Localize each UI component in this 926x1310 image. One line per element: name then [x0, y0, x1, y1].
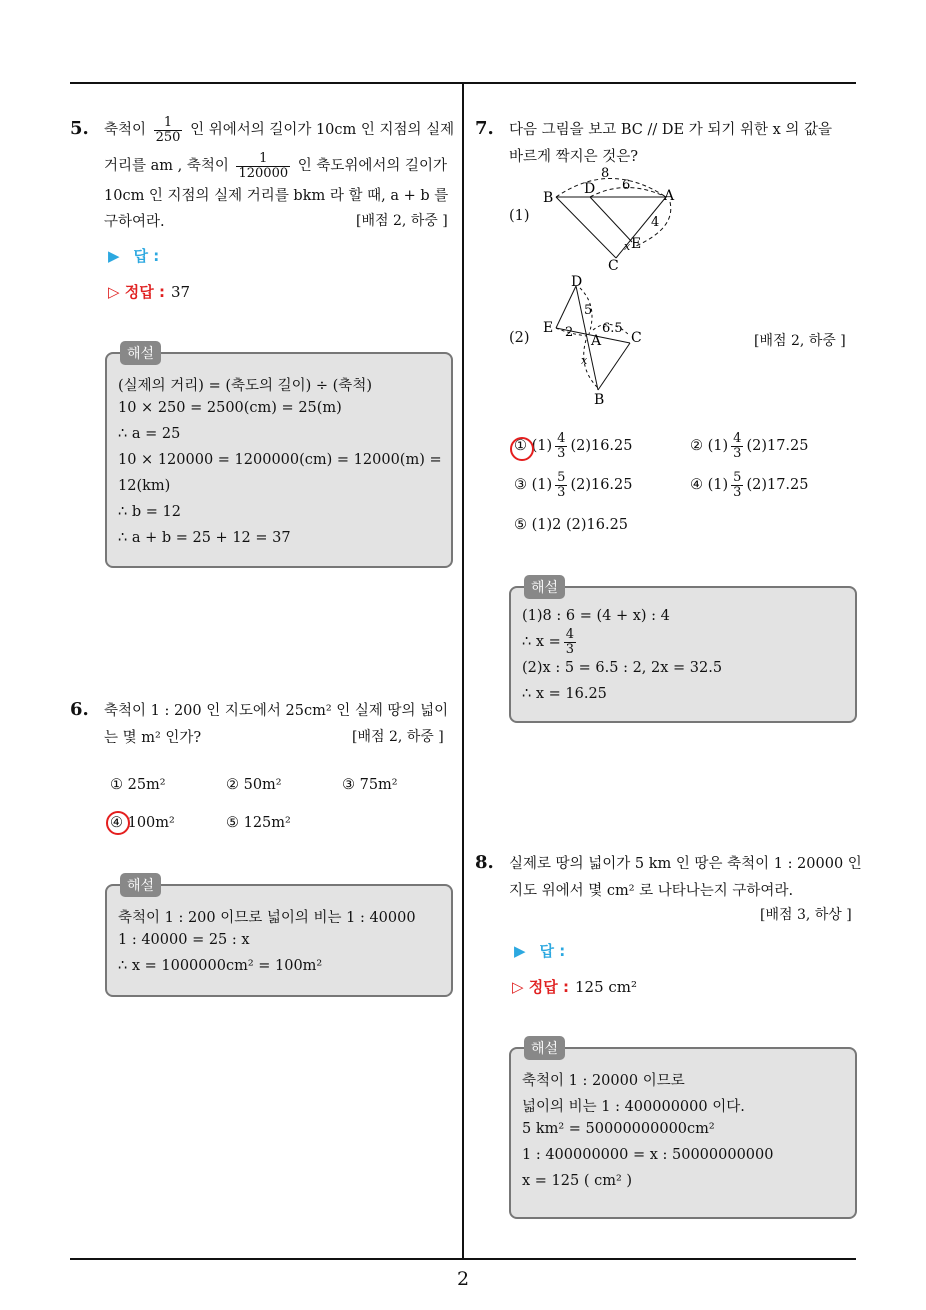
- points-label: [배점 3, 하상 ]: [760, 907, 852, 923]
- points-label: [배점 2, 하중 ]: [356, 213, 448, 229]
- question-text-line: 바르게 짝지은 것은?: [509, 149, 639, 165]
- answer-label: ▶ 답 :: [108, 247, 160, 265]
- solution-tag: 해설: [120, 341, 161, 365]
- question-text-line: 지도 위에서 몇 cm² 로 나타나는지 구하여라.: [509, 883, 794, 899]
- solution-line: ∴ a = 25: [118, 426, 181, 442]
- figure-label: (1): [509, 208, 530, 224]
- question-text-line: 축척이 $\frac{1}{250}$ 인 위에서의 길이가 10cm 인 지점의 실제: [104, 115, 455, 145]
- solution-line: 12(km): [118, 478, 171, 494]
- measure-label: 2: [565, 325, 574, 340]
- solution-line: 1 : 400000000 = x : 50000000000: [522, 1147, 774, 1163]
- solution-line: ∴ x = $\frac{4}{3}$: [522, 627, 575, 657]
- question-number: 6.: [70, 699, 89, 720]
- question-text-line: 는 몇 m² 인가?: [104, 730, 202, 746]
- question-number: 5.: [70, 118, 89, 139]
- measure-label: 6.5: [602, 321, 623, 336]
- choice-1[interactable]: ① 25m²: [110, 777, 166, 793]
- solution-line: (1)8 : 6 = (4 + x) : 4: [522, 608, 670, 624]
- outline-triangle-icon: ▷: [512, 978, 524, 996]
- selected-answer-circle: [510, 437, 534, 461]
- solution-line: (2)x : 5 = 6.5 : 2, 2x = 32.5: [522, 660, 723, 676]
- solution-line: ∴ b = 12: [118, 504, 181, 520]
- choice-5[interactable]: ⑤ (1)2 (2)16.25: [514, 517, 629, 533]
- triangle-icon: ▶: [514, 942, 526, 960]
- figure-label: (2): [509, 330, 530, 346]
- solution-line: ∴ a + b = 25 + 12 = 37: [118, 530, 291, 546]
- point-label: A: [591, 333, 602, 349]
- solution-box: [105, 352, 453, 568]
- fraction: $\frac{1}{120000}$: [238, 151, 289, 181]
- question-number: 8.: [475, 852, 494, 873]
- solution-line: 축척이 1 : 20000 이므로: [522, 1073, 685, 1089]
- solution-line: ∴ x = 1000000cm² = 100m²: [118, 958, 323, 974]
- question-text-line: 축척이 1 : 200 인 지도에서 25cm² 인 실제 땅의 넓이: [104, 703, 449, 719]
- question-number: 7.: [475, 118, 494, 139]
- point-label: B: [594, 392, 605, 407]
- figure-2-crossed-triangles: [538, 272, 648, 407]
- measure-label: x: [624, 240, 631, 253]
- outline-triangle-icon: ▷: [108, 283, 120, 301]
- point-label: D: [584, 181, 596, 197]
- point-label: C: [631, 330, 642, 346]
- choice-2[interactable]: ② 50m²: [226, 777, 282, 793]
- measure-label: 6: [622, 178, 631, 193]
- point-label: E: [631, 236, 642, 252]
- correct-answer: ▷ 정답 : 125 cm²: [512, 978, 638, 996]
- solution-box: [105, 884, 453, 997]
- figure-1-triangle: [540, 160, 690, 275]
- triangle-icon: ▶: [108, 247, 120, 265]
- bottom-rule: [70, 1258, 856, 1260]
- solution-tag: 해설: [120, 873, 161, 897]
- solution-line: 축척이 1 : 200 이므로 넓이의 비는 1 : 40000: [118, 910, 416, 926]
- selected-answer-circle: [106, 811, 130, 835]
- choice-5[interactable]: ⑤ 125m²: [226, 815, 291, 831]
- solution-box: [509, 1047, 857, 1219]
- question-text-line: 다음 그림을 보고 BC // DE 가 되기 위한 x 의 값을: [509, 122, 832, 138]
- points-label: [배점 2, 하중 ]: [754, 333, 846, 349]
- solution-line: 5 km² = 50000000000cm²: [522, 1121, 715, 1137]
- point-label: B: [543, 190, 554, 206]
- solution-line: (실제의 거리) = (축도의 길이) ÷ (축척): [118, 378, 372, 394]
- question-text-line: 실제로 땅의 넓이가 5 km 인 땅은 축척이 1 : 20000 인: [509, 856, 862, 872]
- solution-line: 10 × 250 = 2500(cm) = 25(m): [118, 400, 342, 416]
- measure-label: 8: [601, 166, 610, 181]
- measure-label: x: [581, 354, 588, 367]
- fraction: $\frac{1}{250}$: [155, 115, 181, 145]
- measure-label: 5: [584, 303, 593, 318]
- choice-3[interactable]: ③ 75m²: [342, 777, 398, 793]
- answer-label: ▶ 답 :: [514, 942, 566, 960]
- solution-box: [509, 586, 857, 723]
- solution-line: x = 125 ( cm² ): [522, 1173, 633, 1189]
- choice-2[interactable]: ② (1) $\frac{4}{3}$ (2)17.25: [690, 431, 809, 461]
- solution-line: 1 : 40000 = 25 : x: [118, 932, 250, 948]
- question-text-line: 거리를 am , 축척이 $\frac{1}{120000}$ 인 축도위에서의 길이가: [104, 151, 448, 181]
- point-label: A: [664, 188, 675, 204]
- points-label: [배점 2, 하중 ]: [352, 729, 444, 745]
- solution-line: ∴ x = 16.25: [522, 686, 607, 702]
- solution-tag: 해설: [524, 575, 565, 599]
- solution-line: 10 × 120000 = 1200000(cm) = 12000(m) =: [118, 452, 442, 468]
- page-number: 2: [456, 1268, 470, 1290]
- choice-1[interactable]: ① (1) $\frac{4}{3}$ (2)16.25: [514, 431, 633, 461]
- choice-4[interactable]: ④ 100m²: [110, 815, 175, 831]
- point-label: D: [571, 274, 583, 290]
- column-divider: [462, 83, 464, 1259]
- measure-label: 4: [651, 215, 660, 230]
- solution-tag: 해설: [524, 1036, 565, 1060]
- question-text-line: 구하여라.: [104, 214, 165, 230]
- question-text-line: 10cm 인 지점의 실제 거리를 bkm 라 할 때, a + b 를: [104, 188, 449, 204]
- solution-line: 넓이의 비는 1 : 400000000 이다.: [522, 1099, 745, 1115]
- point-label: E: [543, 320, 554, 336]
- choice-3[interactable]: ③ (1) $\frac{5}{3}$ (2)16.25: [514, 470, 633, 500]
- choice-4[interactable]: ④ (1) $\frac{5}{3}$ (2)17.25: [690, 470, 809, 500]
- correct-answer: ▷ 정답 : 37: [108, 283, 191, 301]
- point-label: C: [608, 258, 619, 274]
